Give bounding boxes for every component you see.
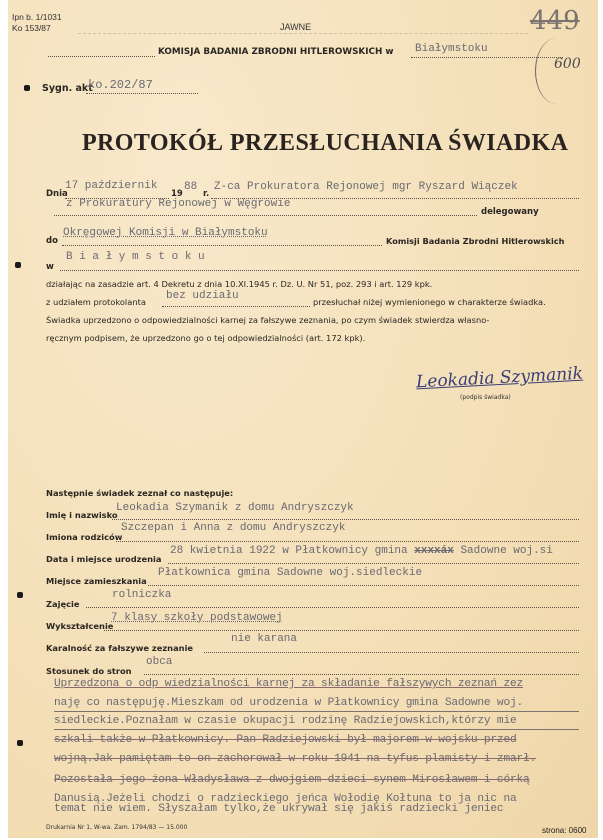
classification-label: JAWNE	[280, 22, 312, 32]
testimony-line: siedleckie.Poznałam w czasie okupacji rodzinę Radziejowskich,którzy mie	[54, 715, 517, 727]
warning-line-1: Świadka uprzedzono o odpowiedzialności karnej za fałszywe zeznania, po czym świadek stwierdza własno-	[46, 315, 490, 325]
protokolant-value: bez udziału	[166, 290, 239, 302]
do-value: Okręgowej Komisji w Białymstoku	[63, 227, 268, 239]
office-value: z Prokuratury Rejonowej w Węgrowie	[66, 198, 291, 210]
testimony-line: Uprzedzona o odp wiedzialności karnej za składanie fałszywych zeznań zez	[54, 678, 523, 690]
struck-text: xxxxáx	[414, 545, 454, 557]
date-day-month: 17 październik	[65, 180, 158, 192]
field-value-criminal: nie karana	[231, 633, 298, 645]
commission-heading: KOMISJA BADANIA ZBRODNI HITLEROWSKICH w	[158, 47, 394, 57]
field-label-occupation: Zajęcie	[46, 599, 80, 609]
komisji-label: Komisji Badania Zbrodni Hitlerowskich	[386, 236, 565, 246]
circled-page-number: 600	[554, 56, 581, 72]
signature-caption: (podpis świadka)	[460, 394, 511, 401]
testimony-line: temat nie wiem. Słyszałam tylko,że ukrywał się jakiś radziecki jeniec	[54, 803, 504, 815]
punch-hole-mark	[24, 85, 30, 91]
punch-hole-mark	[17, 592, 23, 598]
warning-line-2: ręcznym podpisem, że uprzedzono go o tej odpowiedzialności (art. 172 kpk).	[46, 333, 366, 343]
witness-intro: Następnie świadek zeznał co następuje:	[46, 488, 234, 498]
field-label-parents: Imiona rodziców	[46, 532, 123, 542]
year-suffix: 88	[184, 181, 198, 193]
field-label-name: Imię i nazwisko	[46, 510, 118, 520]
punch-hole-mark	[17, 740, 23, 746]
delegowany-label: delegowany	[481, 207, 539, 217]
sygn-label: Sygn. akt	[42, 83, 93, 94]
testimony-line: Danusią.Jeżeli chodzi o radzieckiego jeńca Wołodię Kołtuna to ja nic na	[54, 793, 517, 805]
field-label-residence: Miejsce zamieszkania	[46, 576, 147, 586]
do-label: do	[46, 236, 58, 246]
field-label-criminal: Karalność za fałszywe zeznanie	[46, 643, 194, 653]
commission-city: Białymstoku	[415, 43, 488, 55]
dnia-label: Dnia	[46, 189, 68, 199]
field-label-birth: Data i miejsce urodzenia	[46, 554, 162, 564]
crossed-page-number: 449	[530, 6, 580, 36]
document-page	[8, 0, 598, 838]
sygn-value: ko.202/87	[88, 78, 153, 92]
page-label: strona: 0600	[542, 826, 587, 835]
field-value-education: 7 klasy szkoły podstawowej	[111, 612, 283, 624]
testimony-line: naję co następuję.Mieszkam od urodzenia w Płatkownicy gmina Sadowne woj.	[54, 697, 523, 709]
field-value-name: Leokadia Szymanik z domu Andryszczyk	[116, 502, 354, 514]
field-value-birth: 28 kwietnia 1922 w Płatkownicy gmina xxxxáx Sadowne woj.si	[170, 545, 553, 557]
archive-ref-2: Ko 153/87	[12, 23, 51, 33]
testimony-line: szkali także w Płatkownicy. Pan Radziejowski był majorem w wojsku przed	[54, 734, 517, 746]
witness-signature: Leokadia Szymanik	[415, 363, 584, 393]
w-label: w	[46, 262, 54, 272]
field-value-parents: Szczepan i Anna z domu Andryszczyk	[121, 522, 346, 534]
document-title: PROTOKÓŁ PRZESŁUCHANIA ŚWIADKA	[82, 130, 569, 156]
field-value-occupation: rolniczka	[112, 589, 172, 601]
r-label: r.	[203, 189, 210, 199]
testimony-line: Pozostała jego żona Władysława z dwojgiem dzieci synem Mirosławem i córką	[54, 774, 530, 786]
printer-info: Drukarnia Nr 1, W-wa. Zam. 1794/83 — 15.000	[46, 824, 188, 831]
protokolant-label: z udziałem protokolanta	[46, 297, 146, 307]
official-name: Z-ca Prokuratora Rejonowej mgr Ryszard Wiączek	[214, 181, 518, 193]
testimony-line: wojną.Jak pamiętam to on zachorował w roku 1941 na tyfus plamisty i zmarł.	[54, 753, 537, 765]
archive-ref-1: Ipn b. 1/1031	[12, 12, 62, 22]
field-label-education: Wykształcenie	[46, 621, 114, 631]
year-prefix: 19	[171, 189, 183, 199]
field-value-relation: obca	[146, 656, 173, 668]
legal-basis: działając na zasadzie art. 4 Dekretu z dnia 10.XI.1945 r. Dz. U. Nr 51, poz. 293 i art. 129 kpk.	[46, 279, 433, 289]
punch-hole-mark	[15, 262, 21, 268]
field-value-residence: Płatkownica gmina Sadowne woj.siedleckie	[158, 567, 423, 579]
przesluchal-label: przesłuchał niżej wymienionego w charakterze świadka.	[313, 297, 546, 307]
field-label-relation: Stosunek do stron	[46, 666, 132, 676]
w-value: B i a ł y m s t o k u	[66, 251, 205, 263]
